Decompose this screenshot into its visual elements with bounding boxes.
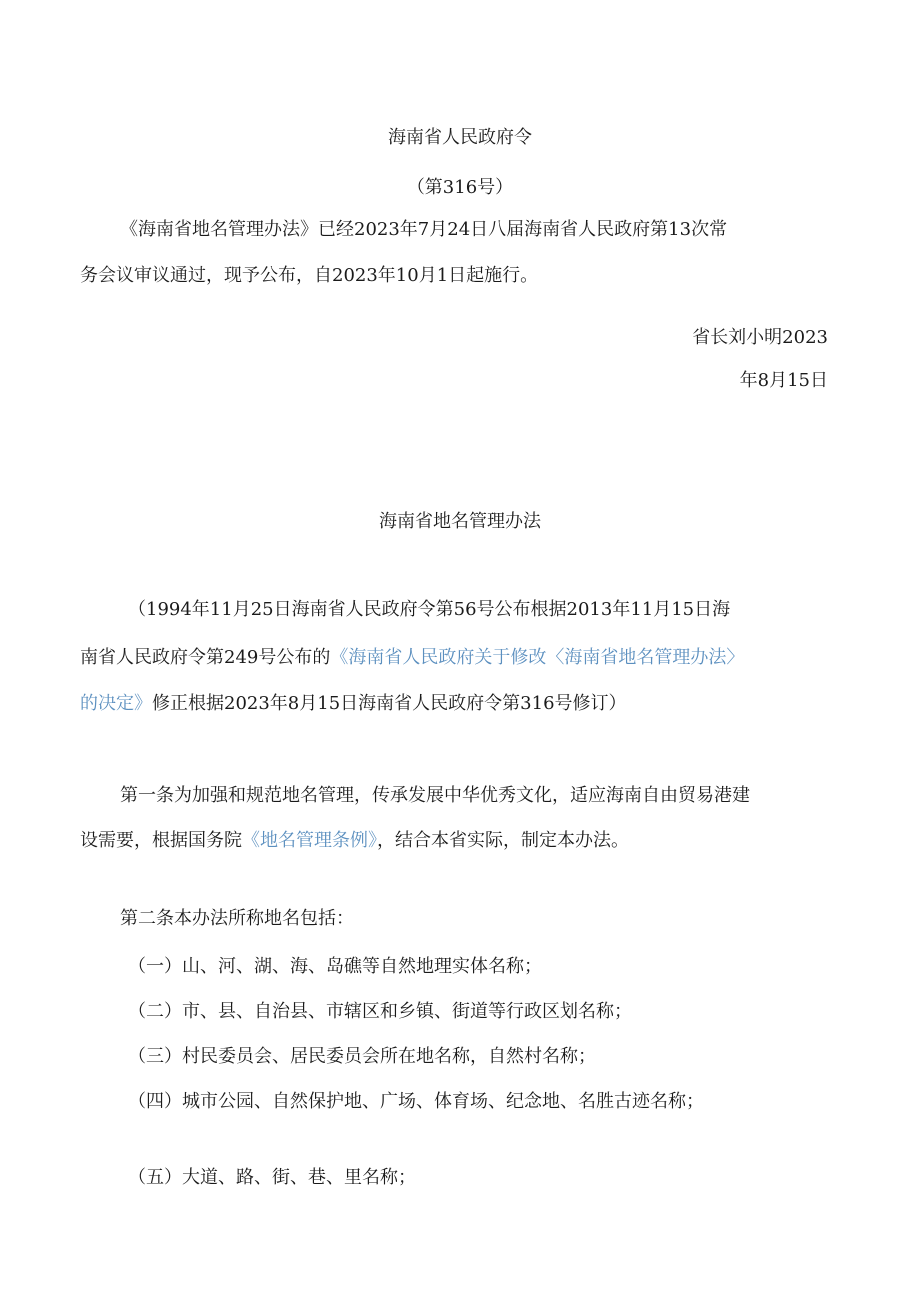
place-name-regulation-link[interactable]: 《地名管理条例》	[242, 830, 377, 851]
amendment-decision-link[interactable]: 《海南省人民政府关于修改〈海南省地名管理办法〉	[330, 647, 745, 668]
signature-line-2: 年8月15日	[739, 370, 828, 391]
article-2-item-4: （四）城市公园、自然保护地、广场、体育场、纪念地、名胜古迹名称；	[128, 1091, 704, 1112]
doc-title: 海南省地名管理办法	[379, 511, 541, 532]
history-line-1: （1994年11月25日海南省人民政府令第56号公布根据2013年11月15日海	[128, 599, 731, 620]
article-1-line-1: 第一条为加强和规范地名管理，传承发展中华优秀文化，适应海南自由贸易港建	[120, 785, 750, 806]
history-line-3-text: 修正根据2023年8月15日海南省人民政府令第316号修订）	[152, 693, 627, 714]
amendment-decision-link-cont[interactable]: 的决定》	[80, 693, 152, 714]
article-2-item-1: （一）山、河、湖、海、岛礁等自然地理实体名称；	[128, 956, 542, 977]
article-1-line-2-pre: 设需要，根据国务院	[80, 830, 242, 851]
decree-title: 海南省人民政府令	[388, 127, 532, 148]
history-line-2-text: 南省人民政府令第249号公布的	[80, 647, 331, 668]
article-2-item-3: （三）村民委员会、居民委员会所在地名称，自然村名称；	[128, 1046, 596, 1067]
history-line-3	[80, 692, 627, 716]
article-2-heading: 第二条本办法所称地名包括：	[120, 908, 354, 929]
decree-number: （第316号）	[406, 177, 514, 198]
article-2-item-2: （二）市、县、自治县、市辖区和乡镇、街道等行政区划名称；	[128, 1001, 632, 1022]
history-line-2	[80, 646, 744, 670]
intro-line-1: 《海南省地名管理办法》已经2023年7月24日八届海南省人民政府第13次常	[120, 219, 728, 240]
article-1-line-2-post: ，结合本省实际，制定本办法。	[377, 830, 629, 851]
intro-line-2: 务会议审议通过，现予公布，自2023年10月1日起施行。	[80, 265, 539, 286]
article-2-item-5: （五）大道、路、街、巷、里名称；	[128, 1167, 416, 1188]
article-1-line-2	[80, 829, 629, 853]
signature-line-1: 省长刘小明2023	[692, 327, 828, 348]
